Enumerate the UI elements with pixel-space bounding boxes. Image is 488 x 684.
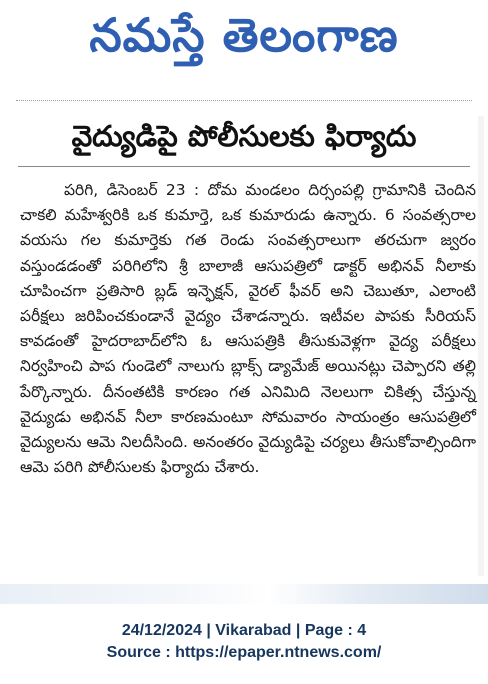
page-edge-strip — [0, 584, 488, 604]
date-location-page: 24/12/2024 | Vikarabad | Page : 4 — [121, 622, 367, 639]
clipping-top-border — [16, 100, 472, 101]
article-headline: వైద్యుడిపై పోలీసులకు ఫిర్యాదు — [71, 119, 417, 153]
article-body — [20, 178, 476, 480]
masthead — [0, 0, 488, 82]
headline-divider — [18, 166, 470, 167]
clipping-shadow-edge — [478, 116, 484, 576]
news-clipping — [0, 100, 488, 590]
source-url: Source : https://epaper.ntnews.com/ — [106, 644, 382, 661]
article-paragraph: పరిగి, డిసెంబర్ 23 : దోమ మండలం దిర్సంపల్లి గ్రామానికి చెందిన చాకలి మహేశ్వరికి ఒక కుమార్తె, ఒక కుమారుడు ఉన్నారు. 6 సంవత్సరాల వయసు గల కుమార్తెకు గత రెండు సంవత్సరాలుగా తరచుగా జ్వరం వస్తుండడంతో పరిగిలోని శ్రీ బాలాజీ ఆసుపత్రిలో డాక్టర్ అభినవ్ నీలాకు చూపించగా ప్రతిసారి బ్లడ్ ఇన్ఫెక్షన్, వైరల్ ఫీవర్ అని చెబుతూ, ఎలాంటి పరీక్షలు జరిపించకుండానే వైద్యం చేశాడన్నారు. ఇటీవల పాపకు సీరియస్ కావడంతో హైదరాబాద్‌లోని ఓ ఆసుపత్రికి తీసుకువెళ్లగా వైద్య పరీక్షలు నిర్వహించి పాప గుండెలో నాలుగు బ్లాక్స్ డ్యామేజ్ అయినట్లు చెప్పారని తల్లి పేర్కొన్నారు. దీనంతటికి కారణం గత ఎనిమిది నెలలుగా చికిత్స చేస్తున్న వైద్యుడు అభినవ్ నీలా కారణమంటూ సోమవారం సాయంత్రం ఆసుపత్రిలో వైద్యులను ఆమె నిలదీసింది. అనంతరం వైద్యుడిపై చర్యలు తీసుకోవాల్సిందిగా ఆమె పరిగి పోలీసులకు ఫిర్యాదు చేశారు. — [20, 181, 476, 477]
source-footer — [0, 620, 488, 664]
newspaper-title: నమస్తే తెలంగాణ — [89, 8, 399, 62]
